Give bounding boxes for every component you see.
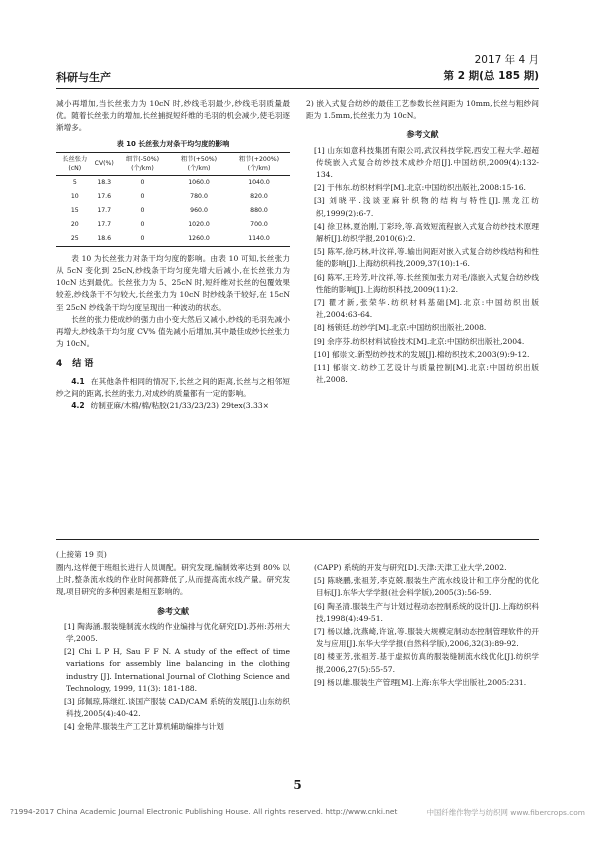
table-cell: 700.0 [250,221,268,229]
references-heading: 参考文献 [157,605,189,616]
continued-note: (上接第 19 页) [56,550,107,559]
table-cell: 1020.0 [188,221,210,229]
subsection-text: 在其他条件相同的情况下,长丝之间的距离,长丝与之相邻短纱之间的距离,长丝的张力,对成纱的质量都有一定的影响。 [56,376,290,398]
section-title: 结 语 [72,359,94,370]
table-cell: 0 [140,193,145,201]
table-row [56,232,290,247]
table-cell: 1260.0 [170,232,228,247]
table-cell: 880.0 [250,207,268,215]
table-cell: 17.6 [97,193,112,201]
table-cell: 0 [140,179,145,187]
copyright-footer: ?1994-2017 China Academic Journal Electronic Publishing House. All rights reserved. http://www.cnki.net [10,807,398,816]
table-header: 细节(-50%)(个/km) [115,152,170,175]
reference-item: [7] 杨以雄,沈燕崎,许谊,等.服装大规模定制动态控制管理软件的开发与应用[J].东华大学学报(自然科学版),2006,32(3):89-92. [314,627,539,649]
header-rule [56,88,539,89]
reference-item: [11] 郁崇文.纺纱工艺设计与质量控制[M].北京:中国纺织出版社,2008. [314,363,539,385]
paragraph: 长丝的张力使成纱的强力由小变大然后又减小,纱线的毛羽先减小再增大,纱线条干均匀度 CV% 值先减小后增加,其中最佳成纱长丝张力为 10cN。 [56,314,290,349]
paragraph: 表 10 为长丝张力对条干均匀度的影响。由表 10 可知,长丝张力从 5cN 变化到 25cN,纱线条干均匀度先增大后减小,在长丝张力为 10cN 达到最优。长丝张力为 5、25cN 时,短纤维对长丝的包覆效果较差,纱线条干不匀较大,长丝张力为 10cN 时纱线条干较好,在 15cN 至 25cN 纱线条干均匀度呈现出一种波动的状态。 [56,253,290,312]
table-header-row [56,152,290,175]
table-title: 表 10 长丝张力对条干均匀度的影响 [116,139,230,148]
section-number: 4 [56,359,63,370]
reference-item: [9] 杨以雄.服装生产管理[M].上海:东华大学出版社,2005:231. [314,677,527,687]
table-header: 粗节(+200%)(个/km) [228,152,290,175]
right-column-bottom [306,562,539,690]
subsection-4-1 [56,376,290,400]
reference-item: [4] 徐卫林,夏治刚,丁彩玲,等.高效短流程嵌入式复合纺纱技术原理解析[J].纺织学报,2010(6):2. [314,221,539,244]
table-header: 粗节(+50%)(个/km) [170,152,228,175]
issue-date: 2017 年 4 月 [474,54,539,66]
table-cell: 0 [140,221,145,229]
table-row [56,218,290,232]
journal-name: 科研与生产 [56,71,111,84]
reference-item: [3] 邱佩琼,陈继红.谈国产服装 CAD/CAM 系统的发展[J].山东纺织科技,2005(4):40-42. [64,697,290,719]
reference-item: [8] 杨锁廷.纺纱学[M].北京:中国纺织出版社,2008. [314,323,487,333]
subsection-number: 4.1 [71,376,85,386]
table-cell: 0 [115,232,170,247]
table-cell: 1140.0 [228,232,290,247]
table-cell: 17.7 [97,221,112,229]
reference-item: [4] 金艳萍.服装生产工艺计算机辅助编排与计划 [64,722,224,732]
table-cell: 18.3 [97,179,112,187]
subsection-number: 4.2 [71,401,85,411]
reference-item: [5] 陈军,徐巧林,叶汶祥,等.输出间距对嵌入式复合纺纱线结构和性能的影响[J].上海纺织科技,2009,37(10):1-6. [314,247,539,269]
section-heading [56,358,290,370]
paragraph: 减小再增加,当长丝张力为 10cN 时,纱线毛羽最少,纱线毛羽质量最优。随着长丝张力的增加,长丝捕捉短纤维的毛羽的机会减少,使毛羽逐渐增多。 [56,99,290,133]
reference-item: [5] 陈晓鹏,张祖芳,李克兢.服装生产流水线设计和工序分配的优化目标[J].东华大学学报(社会科学版),2005(3):56-59. [314,576,539,598]
table-header: 长丝张力(cN) [56,152,94,175]
subsection-4-2 [56,400,290,412]
table-cell: 1060.0 [188,179,210,187]
table-cell: 10 [70,193,79,201]
table-row [56,204,290,218]
reference-item: [1] 山东如意科技集团有限公司,武汉科技学院,西安工程大学.超超传统嵌入式复合纺纱技术成纱介绍[J].中国纺织,2009(4):132-134. [314,145,539,180]
subsection-text: 纺制亚麻/木棉/棉/粘胶(21/33/23/23) 29tex(3.33× [90,401,270,411]
table-cell: 15 [70,207,79,215]
right-column-top [306,98,539,387]
reference-item: [2] Chi L P H, Sau F F N. A study of the effect of time variations for assembly line balancing in the clothing industry [J]. International Journal of Clothing Science and Technology, 1999, 11(3): 181-188. [64,647,290,693]
tension-evenness-table [56,152,290,247]
paragraph: 圈内,这样便于班组长进行人员调配。研究发现,编制效率达到 80% 以上时,整条流水线的作业时间都降低了,从而提高流水线产量。研究发现,项目研究的多种因素是相互影响的。 [56,563,290,597]
reference-item: [6] 陈军,王玲芳,叶汶祥,等.长丝预加张力对毛/涤嵌入式复合纺纱线性能的影响[J].上海纺织科技,2009(11):2. [314,272,539,294]
watermark-text: 中国纤维作物学与纺织网 www.fibercrops.com [426,808,585,817]
issue-info [444,52,539,84]
table-cell: 0 [140,207,145,215]
table-row [56,190,290,204]
reference-item: [10] 郁崇文.新型纺纱技术的发展[J].棉纺织技术,2003(9):9-12. [314,349,530,359]
reference-item: [9] 余序芬.纺织材料试验技术[M].北京:中国纺织出版社,2004. [314,336,525,346]
table-cell: 5 [72,179,77,187]
table-cell: 20 [70,221,79,229]
table-cell: 25 [56,232,94,247]
table-cell: 17.7 [97,207,112,215]
reference-item: [3] 刘晓平.浅谈亚麻针织物的结构与特性[J].黑龙江纺织,1999(2):6-7. [314,196,539,218]
section-divider-rule [56,539,539,540]
reference-item: [8] 楼亚芳,张祖芳.基于虚拟仿真的服装缝制流水线优化[J].纺织学报,2006,27(5):55-57. [314,652,539,674]
reference-item: [2] 于伟东.纺织材料学[M].北京:中国纺织出版社,2008:15-16. [314,183,526,193]
page-number: 5 [293,778,302,792]
reference-item: (CAPP) 系统的开发与研究[D].天津:天津工业大学,2002. [314,563,507,572]
left-column-bottom [56,562,290,735]
table-cell: 820.0 [250,193,268,201]
left-column-top [56,98,290,412]
table-cell: 18.6 [94,232,115,247]
reference-item: [6] 陶圣清.服装生产与计划过程动态控制系统的设计[J].上海纺织科技,1998(4):49-51. [314,601,539,623]
reference-item: [1] 陶海涵.服装缝制流水线的作业编排与优化研究[D].苏州:苏州大学,2005. [64,621,290,644]
reference-item: [7] 瞿才新,张荣华.纺织材料基础[M].北京:中国纺织出版社,2004:63-64. [314,298,539,320]
table-header: CV(%) [94,152,115,175]
references-heading: 参考文献 [406,129,439,140]
table-cell: 960.0 [190,207,208,215]
table-cell: 780.0 [190,193,208,201]
issue-number: 第 2 期(总 185 期) [443,70,539,82]
table-row [56,175,290,190]
paragraph: 2) 嵌入式复合纺纱的最佳工艺参数长丝间距为 10mm,长丝与粗纱间距为 1.5mm,长丝张力为 10cN。 [306,99,539,121]
table-cell: 1040.0 [248,179,270,187]
